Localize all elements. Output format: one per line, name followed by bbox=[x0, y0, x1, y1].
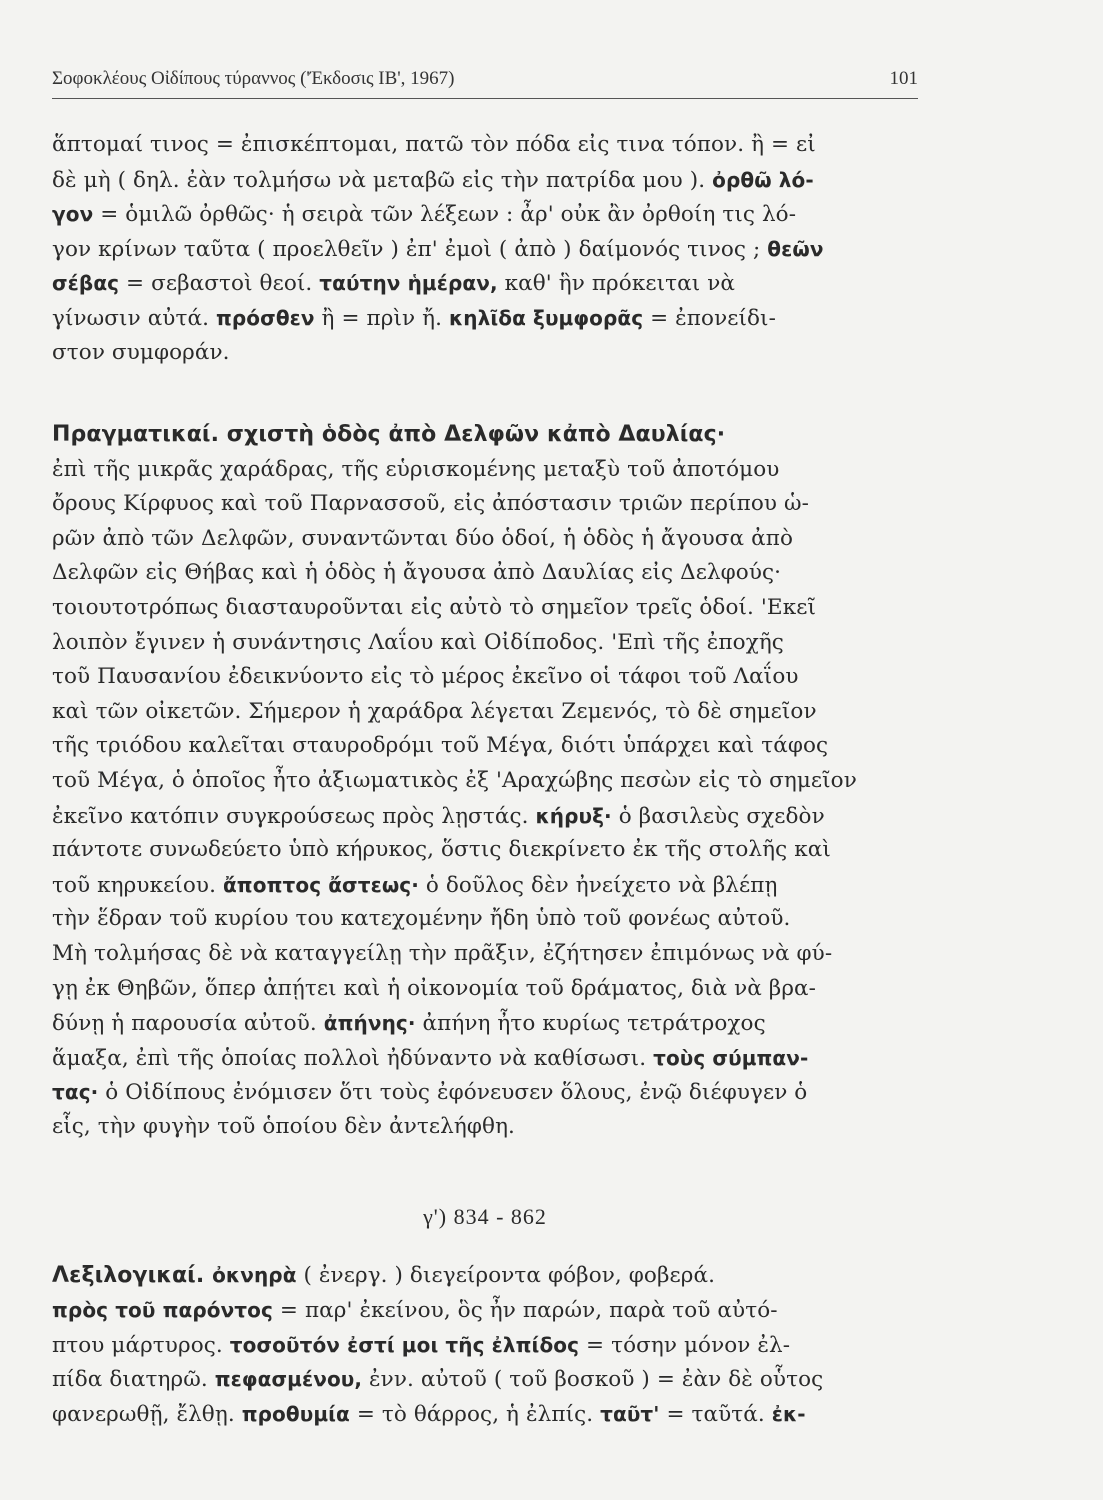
text-run: = ταῦτά. bbox=[659, 1402, 772, 1428]
text-run: πάντοτε συνωδεύετο ὑπὸ κήρυκος, ὅστις διεκρίνετο ἐκ τῆς στολῆς καὶ bbox=[52, 837, 831, 863]
text-run: γῃ ἐκ Θηβῶν, ὅπερ ἀπῄτει καὶ ἡ οἰκονομία τοῦ δράματος, διὰ νὰ βρα- bbox=[52, 975, 817, 1001]
text-run: ( ἐνεργ. ) διεγείροντα φόβον, φοβερά. bbox=[296, 1263, 716, 1288]
text-run: ρῶν ἀπὸ τῶν Δελφῶν, συναντῶνται δύο ὁδοί, ἡ ὁδὸς ἡ ἄγουσα ἀπὸ bbox=[52, 525, 793, 551]
bold-term: κηλῖδα ξυμφορᾶς bbox=[448, 305, 644, 330]
text-line bbox=[52, 729, 922, 764]
text-run: δύνῃ ἡ παρουσία αὐτοῦ. bbox=[52, 1011, 324, 1037]
text-run: δὲ μὴ ( δηλ. ἐὰν τολμήσω νὰ μεταβῶ εἰς τὴν πατρίδα μου ). bbox=[52, 167, 713, 193]
text-run: = ἐπονείδι- bbox=[643, 305, 776, 331]
text-line bbox=[52, 453, 922, 488]
text-line bbox=[52, 902, 922, 937]
text-run: ὁ βασιλεὺς σχεδὸν bbox=[611, 803, 825, 829]
text-line bbox=[52, 660, 922, 695]
text-run: ὄρους Κίρφυος καὶ τοῦ Παρνασσοῦ, εἰς ἀπόστασιν τριῶν περίπου ὡ- bbox=[52, 491, 809, 517]
text-line bbox=[52, 487, 922, 522]
text-line bbox=[52, 972, 922, 1007]
text-run: = παρ' ἐκείνου, ὃς ἦν παρών, παρὰ τοῦ αὐτό- bbox=[272, 1297, 778, 1323]
text-line bbox=[52, 1006, 922, 1041]
text-run: = σεβαστοὶ θεοί. bbox=[119, 271, 320, 297]
text-run: πτου μάρτυρος. bbox=[52, 1332, 230, 1358]
bold-term: Λεξιλογικαί. bbox=[52, 1263, 213, 1288]
text-run: ἀπήνη ἦτο κυρίως τετράτροχος bbox=[415, 1011, 766, 1037]
text-run: ἐκεῖνο κατόπιν συγκρούσεως πρὸς λῃστάς. bbox=[52, 803, 536, 829]
page-number: 101 bbox=[889, 68, 918, 89]
text-line bbox=[52, 128, 922, 163]
text-run: τοῦ Μέγα, ὁ ὁποῖος ἦτο ἀξιωματικὸς ἐξ 'Αραχώβης πεσὼν εἰς τὸ σημεῖον bbox=[52, 767, 857, 793]
paragraph-vocabulary-new bbox=[52, 1258, 922, 1432]
text-run: καθ' ἣν πρόκειται νὰ bbox=[497, 271, 736, 297]
text-run: τὴν ἕδραν τοῦ κυρίου του κατεχομένην ἤδη ὑπὸ τοῦ φονέως αὐτοῦ. bbox=[52, 906, 791, 932]
text-line bbox=[52, 1293, 922, 1328]
text-run: ἅπτομαί τινος = ἐπισκέπτομαι, πατῶ τὸν πόδα εἰς τινα τόπον. ἢ = εἰ bbox=[52, 132, 816, 157]
bold-term: Πραγματικαί. σχιστὴ ὁδὸς ἀπὸ Δελφῶν κἀπὸ Δαυλίας· bbox=[52, 422, 726, 447]
text-run: ὁ Οἰδίπους ἐνόμισεν ὅτι τοὺς ἐφόνευσεν ὅλους, ἐνῷ διέφυγεν ὁ bbox=[98, 1080, 808, 1106]
text-run: Μὴ τολμήσας δὲ νὰ καταγγείλῃ τὴν πρᾶξιν, ἐζήτησεν ἐπιμόνως νὰ φύ- bbox=[52, 940, 833, 966]
bold-term: ἀπήνης· bbox=[323, 1011, 416, 1036]
text-run: καὶ τῶν οἰκετῶν. Σήμερον ἡ χαράδρα λέγεται Ζεμενός, τὸ δὲ σημεῖον bbox=[52, 698, 817, 724]
text-line bbox=[52, 591, 922, 626]
header-title: Σοφοκλέους Οἰδίπους τύραννος ('Έκδοσις ΙΒ', 1967) bbox=[52, 68, 455, 89]
section-heading: γ') 834 - 862 bbox=[423, 1204, 547, 1229]
text-line bbox=[52, 626, 922, 661]
text-run: ἅμαξα, ἐπὶ τῆς ὁποίας πολλοὶ ἠδύναντο νὰ καθίσωσι. bbox=[52, 1045, 654, 1071]
text-run: εἷς, τὴν φυγὴν τοῦ ὁποίου δὲν ἀντελήφθη. bbox=[52, 1113, 515, 1139]
text-run: ἐνν. αὐτοῦ ( τοῦ βοσκοῦ ) = ἐὰν δὲ οὗτος bbox=[362, 1367, 824, 1393]
bold-term: πρὸς τοῦ παρόντος bbox=[52, 1297, 273, 1322]
text-line bbox=[52, 1041, 922, 1076]
bold-term: ἐκ- bbox=[771, 1402, 806, 1427]
bold-term: ὀκνηρὰ bbox=[212, 1263, 297, 1287]
bold-term: θεῶν bbox=[767, 236, 824, 261]
text-line bbox=[52, 163, 922, 198]
text-line bbox=[52, 695, 922, 730]
text-run: τοιουτοτρόπως διασταυροῦνται εἰς αὐτὸ τὸ σημεῖον τρεῖς ὁδοί. 'Εκεῖ bbox=[52, 594, 817, 620]
text-run: τῆς τριόδου καλεῖται σταυροδρόμι τοῦ Μέγα, διότι ὑπάρχει καὶ τάφος bbox=[52, 733, 829, 759]
paragraph-factual-notes bbox=[52, 418, 922, 1144]
bold-term: προθυμία bbox=[241, 1402, 350, 1427]
text-run: στον συμφοράν. bbox=[52, 339, 230, 365]
text-line bbox=[52, 336, 922, 371]
bold-term: κήρυξ· bbox=[535, 803, 612, 828]
text-run: γίνωσιν αὐτά. bbox=[52, 305, 216, 331]
text-line bbox=[52, 868, 922, 903]
text-line bbox=[52, 522, 922, 557]
text-line bbox=[52, 1328, 922, 1363]
bold-term: ταύτην ἡμέραν, bbox=[319, 271, 498, 296]
bold-term: τας· bbox=[52, 1080, 99, 1105]
text-run: γον κρίνων ταῦτα ( προελθεῖν ) ἐπ' ἐμοὶ ( ἀπὸ ) δαίμονός τινος ; bbox=[52, 236, 768, 262]
text-line bbox=[52, 266, 922, 301]
text-line bbox=[52, 418, 922, 453]
paragraph-vocabulary-end bbox=[52, 128, 922, 370]
text-line bbox=[52, 232, 922, 267]
bold-term: τοὺς σύμπαν- bbox=[653, 1045, 809, 1070]
text-run: = ὁμιλῶ ὀρθῶς· ἡ σειρὰ τῶν λέξεων : ἆρ' οὐκ ἂν ὀρθοίη τις λό- bbox=[93, 202, 797, 228]
bold-term: ἄποπτος ἄστεως· bbox=[222, 872, 419, 897]
bold-term: τοσοῦτόν ἐστί μοι τῆς ἐλπίδος bbox=[229, 1332, 580, 1357]
text-line bbox=[52, 833, 922, 868]
bold-term: γον bbox=[52, 202, 94, 227]
text-line bbox=[52, 556, 922, 591]
bold-term: ὀρθῶ λό- bbox=[712, 167, 814, 192]
text-run: πίδα διατηρῶ. bbox=[52, 1367, 215, 1393]
bold-term: σέβας bbox=[52, 271, 120, 296]
text-run: τοῦ Παυσανίου ἐδεικνύοντο εἰς τὸ μέρος ἐκεῖνο οἱ τάφοι τοῦ Λαΐου bbox=[52, 664, 799, 690]
bold-term: πεφασμένου, bbox=[214, 1367, 363, 1392]
text-line bbox=[52, 937, 922, 972]
text-line bbox=[52, 301, 922, 336]
text-line bbox=[52, 1110, 922, 1145]
text-line bbox=[52, 197, 922, 232]
text-run: ἢ = πρὶν ἤ. bbox=[314, 305, 449, 331]
text-line bbox=[52, 764, 922, 799]
text-run: ἐπὶ τῆς μικρᾶς χαράδρας, τῆς εὑρισκομένης μεταξὺ τοῦ ἀποτόμου bbox=[52, 456, 780, 482]
text-run: = τὸ θάρρος, ἡ ἐλπίς. bbox=[349, 1402, 601, 1428]
text-run: φανερωθῇ, ἔλθῃ. bbox=[52, 1402, 242, 1428]
text-line bbox=[52, 1397, 922, 1432]
text-run: τοῦ κηρυκείου. bbox=[52, 872, 223, 898]
text-line bbox=[52, 1258, 922, 1293]
bold-term: πρόσθεν bbox=[215, 305, 315, 330]
text-line bbox=[52, 799, 922, 834]
bold-term: ταῦτ' bbox=[600, 1402, 660, 1427]
running-header bbox=[52, 62, 918, 99]
text-run: λοιπὸν ἔγινεν ἡ συνάντησις Λαΐου καὶ Οἰδίποδος. 'Επὶ τῆς ἐποχῆς bbox=[52, 629, 784, 655]
text-line bbox=[52, 1075, 922, 1110]
text-run: Δελφῶν εἰς Θήβας καὶ ἡ ὁδὸς ἡ ἄγουσα ἀπὸ Δαυλίας εἰς Δελφούς· bbox=[52, 560, 782, 586]
text-line bbox=[52, 1362, 922, 1397]
text-run: = τόσην μόνον ἐλ- bbox=[579, 1332, 791, 1358]
text-run: ὁ δοῦλος δὲν ἠνείχετο νὰ βλέπῃ bbox=[418, 872, 778, 898]
